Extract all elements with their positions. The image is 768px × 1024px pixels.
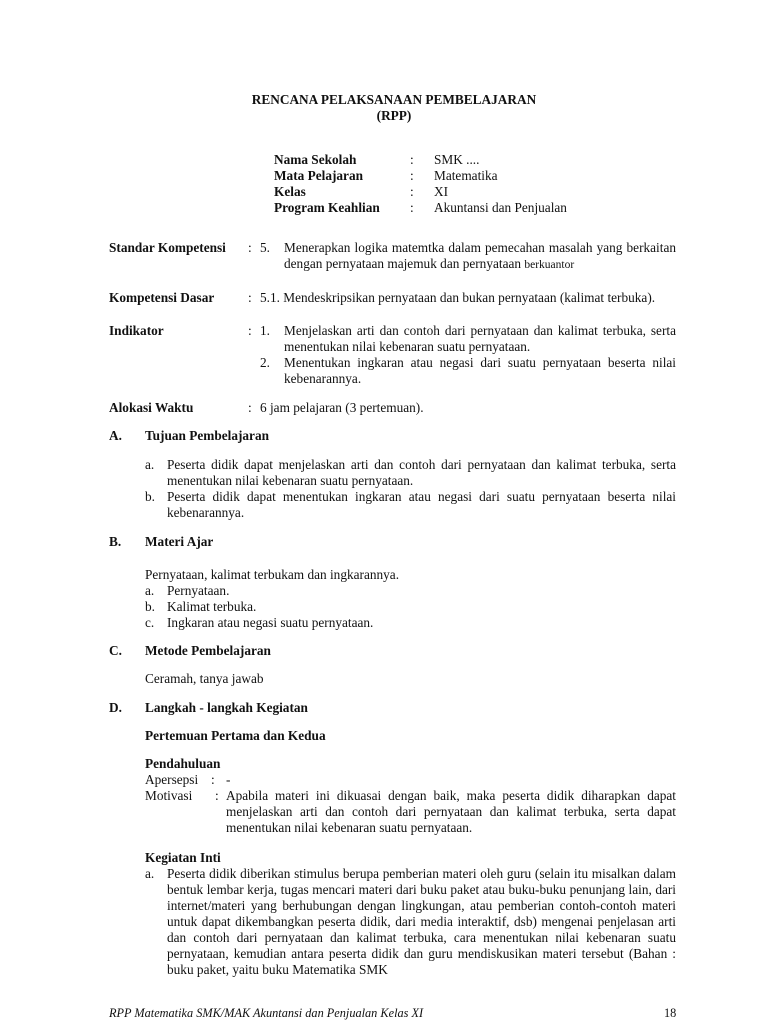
identity-value: Akuntansi dan Penjualan	[434, 200, 567, 215]
list-number: a.	[145, 583, 155, 598]
standar-colon: :	[248, 240, 252, 255]
indikator-number: 1.	[260, 323, 270, 338]
metode-text: Ceramah, tanya jawab	[145, 671, 264, 686]
identity-label: Kelas	[274, 184, 306, 199]
section-title: Materi Ajar	[145, 534, 214, 549]
motivasi-colon: :	[215, 788, 219, 803]
document-subtitle: (RPP)	[376, 108, 412, 123]
section-letter: B.	[109, 534, 122, 549]
motivasi-label: Motivasi	[145, 788, 193, 803]
materi-intro: Pernyataan, kalimat terbukam dan ingkarannya.	[145, 567, 400, 582]
identity-value: XI	[434, 184, 449, 199]
identity-label: Program Keahlian	[274, 200, 380, 215]
identity-colon: :	[410, 152, 414, 167]
indikator-text: Menjelaskan arti dan contoh dari pernyataan dan kalimat terbuka, serta menentukan nilai kebenaran suatu pernyataan.	[284, 323, 676, 354]
identity-label: Mata Pelajaran	[274, 168, 363, 183]
kompetensi-label: Kompetensi Dasar	[109, 290, 215, 305]
identity-value: SMK ....	[434, 152, 480, 167]
identity-value: Matematika	[434, 168, 498, 183]
section-letter: A.	[109, 428, 122, 443]
identity-colon: :	[410, 184, 414, 199]
section-title: Langkah - langkah Kegiatan	[145, 700, 308, 715]
apersepsi-value: -	[226, 772, 231, 787]
list-number: c.	[145, 615, 155, 630]
identity-label: Nama Sekolah	[274, 152, 357, 167]
kompetensi-text: 5.1. Mendeskripsikan pernyataan dan bukan pernyataan (kalimat terbuka).	[260, 290, 656, 305]
indikator-colon: :	[248, 323, 252, 338]
list-number: a.	[145, 866, 155, 881]
apersepsi-colon: :	[211, 772, 215, 787]
apersepsi-label: Apersepsi	[145, 772, 199, 787]
kegiatan-inti-text: Peserta didik diberikan stimulus berupa pemberian materi oleh guru (selain itu misalkan dalam bentuk lembar kerja, tugas mencari materi dari buku paket atau buku-buku penunjang lain, dari internet/materi yang berhubungan dengan lingkungan, atau pemberian contoh-contoh materi untuk dapat dikembangkan peserta didik, dari media interaktif, dsb) mengenai penjelasan arti dan contoh dari pernyataan dan kalimat terbuka, cara menentukan nilai kebenaran suatu pernyataan, kemudian antara peserta didik dan guru mendiskusikan materi tersebut (Bahan : buku paket, yaitu buku Matematika SMK	[167, 866, 676, 977]
list-number: b.	[145, 489, 155, 504]
indikator-number: 2.	[260, 355, 270, 370]
alokasi-text: 6 jam pelajaran (3 pertemuan).	[260, 400, 424, 415]
section-letter: D.	[109, 700, 122, 715]
section-title: Metode Pembelajaran	[145, 643, 271, 658]
alokasi-label: Alokasi Waktu	[109, 400, 194, 415]
list-item: Peserta didik dapat menentukan ingkaran atau negasi dari suatu pernyataan beserta nilai kebenarannya.	[167, 489, 676, 520]
list-number: b.	[145, 599, 155, 614]
footer-text: RPP Matematika SMK/MAK Akuntansi dan Penjualan Kelas XI	[109, 1006, 424, 1020]
document-title: RENCANA PELAKSANAAN PEMBELAJARAN	[251, 92, 537, 107]
indikator-text: Menentukan ingkaran atau negasi dari suatu pernyataan beserta nilai kebenarannya.	[284, 355, 676, 386]
alokasi-colon: :	[248, 400, 252, 415]
meeting-title: Pertemuan Pertama dan Kedua	[145, 728, 326, 743]
section-title: Tujuan Pembelajaran	[145, 428, 269, 443]
indikator-label: Indikator	[109, 323, 164, 338]
list-number: a.	[145, 457, 155, 472]
standar-label: Standar Kompetensi	[109, 240, 226, 255]
identity-colon: :	[410, 200, 414, 215]
pendahuluan-title: Pendahuluan	[145, 756, 221, 771]
kegiatan-inti-title: Kegiatan Inti	[145, 850, 221, 865]
page-number: 18	[664, 1006, 677, 1020]
standar-text: Menerapkan logika matemtka dalam pemecahan masalah yang berkaitan dengan pernyataan majemuk dan pernyataan berkuantor	[284, 240, 676, 271]
motivasi-text: Apabila materi ini dikuasai dengan baik, maka peserta didik diharapkan dapat menjelaskan arti dan contoh dari pernyataan dan kalimat terbuka, serta dapat menentukan nilai kebenaran suatu pernyataan.	[226, 788, 676, 835]
list-item: Peserta didik dapat menjelaskan arti dan contoh dari pernyataan dan kalimat terbuka, serta menentukan nilai kebenaran suatu pernyataan.	[167, 457, 676, 488]
standar-number: 5.	[260, 240, 270, 255]
list-item: Ingkaran atau negasi suatu pernyataan.	[167, 615, 374, 630]
list-item: Pernyataan.	[167, 583, 230, 598]
list-item: Kalimat terbuka.	[167, 599, 257, 614]
section-letter: C.	[109, 643, 122, 658]
identity-colon: :	[410, 168, 414, 183]
kompetensi-colon: :	[248, 290, 252, 305]
